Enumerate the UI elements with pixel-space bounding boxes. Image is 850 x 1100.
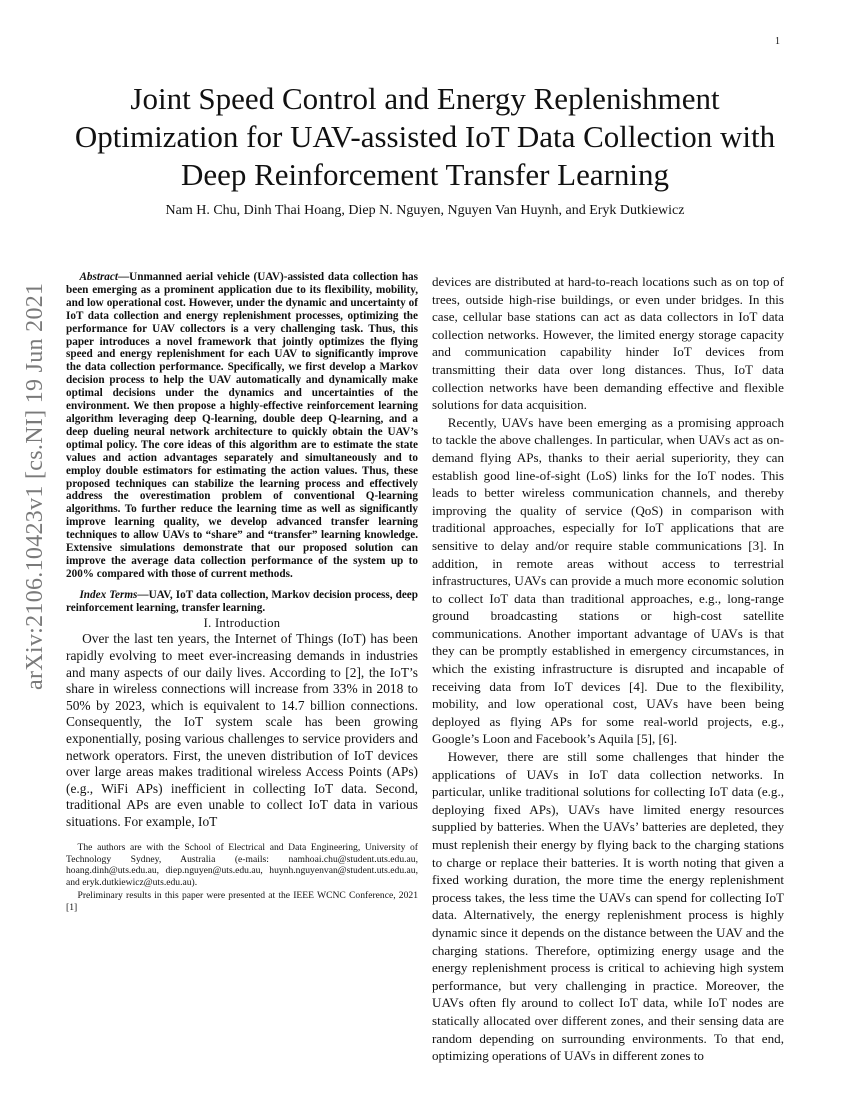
abstract-label: Abstract: [79, 271, 118, 283]
section-heading-introduction: I. Introduction: [203, 615, 281, 630]
left-column: [66, 271, 418, 913]
index-terms: [66, 589, 418, 615]
right-column: [432, 273, 784, 1065]
abstract-text: —Unmanned aerial vehicle (UAV)-assisted data collection has been emerging as a prominent application due to its flexibility, mobility, and low operational cost. However, under the dynamic and uncertainty of IoT data collection and energy replenishment processes, optimizing the performance for UAV collectors is a very challenging task. Thus, this paper introduces a novel framework that jointly optimizes the flying speed and energy replenishment for each UAV to significantly improve the data collection performance. Specifically, we first develop a Markov decision process to help the UAV automatically and dynamically make optimal decisions under the dynamics and uncertainties of the environment. We then propose a highly-effective reinforcement learning algorithm leveraging deep Q-learning, double deep Q-learning, and a deep dueling neural network architecture to quickly obtain the UAV’s optimal policy. The core ideas of this algorithm are to estimate the state values and action advantages separately and simultaneously and to employ double estimators for estimating the action values. Thus, these proposed techniques can stabilize the learning process and effectively address the overestimation problem of conventional Q-learning algorithms. To further reduce the learning time as well as significantly improve learning quality, we develop advanced transfer learning techniques to allow UAVs to “share” and “transfer” learning knowledge. Extensive simulations demonstrate that our proposed solution can improve the average data collection performance of the system up to 200% compared with those of current methods.: [66, 271, 418, 580]
index-terms-text: —UAV, IoT data collection, Markov decision process, deep reinforcement learning, transfer learning.: [66, 588, 418, 614]
intro-paragraph: Over the last ten years, the Internet of Things (IoT) has been rapidly evolving to meet ever-increasing demands in industries and many aspects of our daily lives. According to [2], the IoT’s share in wireless connections will increase from 33% in 2018 to 50% by 2023, which is equivalent to 14.7 billion connections. Consequently, the IoT system scale has been growing exponentially, posing various challenges to service providers and network operators. First, the uneven distribution of IoT devices over large areas makes traditional wireless Access Points (APs) (e.g., WiFi APs) inefficient in collecting IoT data. Second, traditional APs are even unable to collect IoT data in various situations. For example, IoT: [66, 631, 418, 829]
author-list: Nam H. Chu, Dinh Thai Hoang, Diep N. Nguyen, Nguyen Van Huynh, and Eryk Dutkiewicz: [165, 203, 685, 218]
preliminary-results-footnote: Preliminary results in this paper were presented at the IEEE WCNC Conference, 2021 [1]: [66, 890, 418, 913]
body-paragraph: devices are distributed at hard-to-reach locations such as on top of trees, outside high-rise buildings, or even under bridges. In this case, cellular base stations can act as data collectors in IoT data collection networks. However, the limited energy storage capacity and communication capability hinder IoT devices from transmitting their data over long distances. Thus, IoT data collection networks have been demanding effective and flexible solutions for data acquisition.: [432, 274, 784, 413]
abstract: [66, 271, 418, 581]
arxiv-stamp: arXiv:2106.10423v1 [cs.NI] 19 Jun 2021: [22, 282, 48, 690]
body-paragraph: Recently, UAVs have been emerging as a promising approach to tackle the above challenges. In particular, when UAVs act as on-demand flying APs, thanks to their aerial superiority, they can establish good line-of-sight (LoS) links for the IoT nodes. This leads to better wireless communication channels, and thereby improving the quality of service (QoS) in comparison with traditional approaches, especially for IoT applications that are sensitive to delay and/or require stable communications [3]. In addition, in remote areas without access to terrestrial infrastructures, UAVs can provide a much more economic solution to collect IoT data than traditional approaches, e.g., long-range ground broadcasting stations or high-cost satellite communications. Another important advantage of UAVs is that they can be promptly established in emergency circumstances, in which the existing infrastructure is disrupted and incapable of receiving data from IoT devices [4]. Due to the flexibility, mobility, and low operational cost, UAVs have been being deployed as flying APs for some real-world projects, e.g., Google’s Loon and Facebook’s Aquila [5], [6].: [432, 414, 784, 747]
page-number: 1: [775, 36, 780, 47]
body-paragraph: However, there are still some challenges that hinder the applications of UAVs in IoT data collection networks. In particular, unlike traditional solutions for collecting IoT data (e.g., deploying fixed APs), UAVs have limited energy resources supplied by batteries. When the UAVs’ batteries are depleted, they must replenish their energy by flying back to the charging stations to charge or replace their batteries. It is worth noting that given a fixed working duration, the more time the energy replenishment process takes, the less time the UAVs can spend for collecting IoT data. Alternatively, the energy replenishment process is highly dynamic since it depends on the distance between the UAV and the charging stations. Therefore, optimizing energy usage and the energy replenishment process is critical to achieving high system performance, but very challenging in practice. Moreover, the UAVs often fly around to collect IoT data, while IoT nodes are statically allocated over different zones, and their sensing data are random depending on surrounding environments. To that end, optimizing operations of UAVs in different zones to: [432, 749, 784, 1064]
index-terms-label: Index Terms: [79, 588, 138, 601]
paper-title: Joint Speed Control and Energy Replenishment Optimization for UAV-assisted IoT Data Collection with Deep Reinforcement Transfer Learning: [74, 81, 776, 192]
author-affiliation-footnote: The authors are with the School of Electrical and Data Engineering, University of Technology Sydney, Australia (e-mails: namhoai.chu@student.uts.edu.au, hoang.dinh@uts.edu.au, diep.nguyen@uts.edu.au, huynh.nguyenvan@student.uts.edu.au, and eryk.dutkiewicz@uts.edu.au).: [66, 842, 418, 888]
